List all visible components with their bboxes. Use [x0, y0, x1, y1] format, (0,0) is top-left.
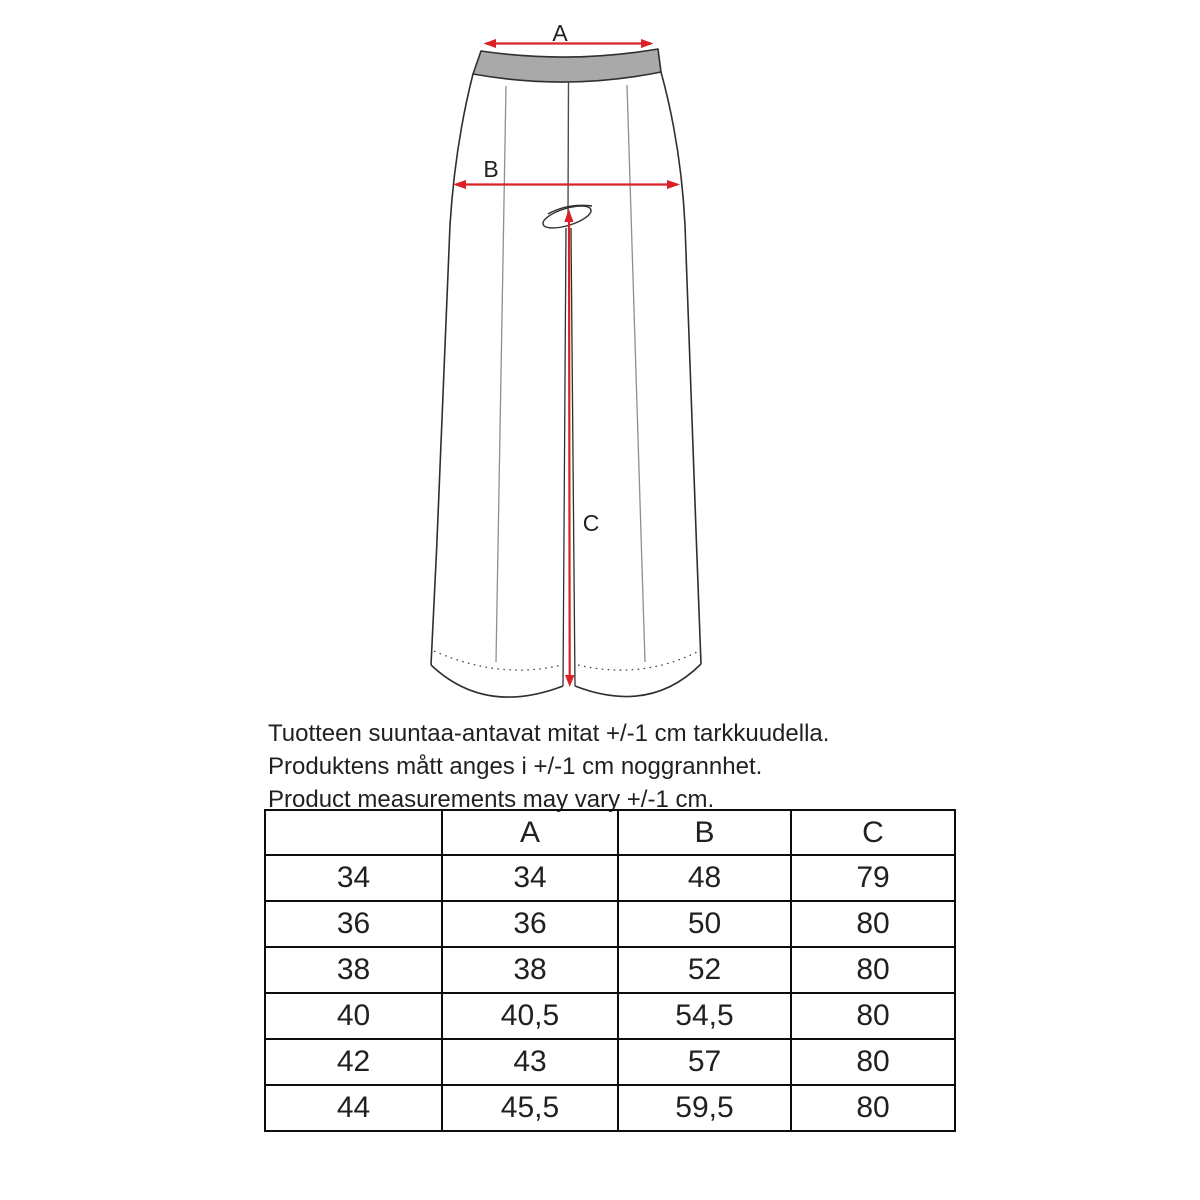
table-cell: 38 [442, 947, 618, 993]
header-a-cell: A [442, 810, 618, 855]
left-side-seam [431, 74, 473, 665]
measure-arrow-a [484, 39, 654, 48]
right-crease-line [627, 85, 645, 662]
note-finnish: Tuotteen suuntaa-antavat mitat +/-1 cm tarkkuudella. [268, 720, 830, 747]
arrowhead-right-icon [667, 180, 680, 189]
table-row [265, 1039, 955, 1085]
table-cell: 80 [791, 947, 955, 993]
measure-label-c: C [582, 510, 600, 536]
arrowhead-left-icon [453, 180, 466, 189]
table-cell: 48 [618, 855, 791, 901]
table-cell: 80 [791, 993, 955, 1039]
header-c-cell: C [791, 810, 955, 855]
waistband-shape [473, 49, 661, 82]
size-cell: 44 [265, 1085, 442, 1131]
table-row [265, 855, 955, 901]
left-inner-seam [563, 228, 566, 686]
arrowhead-right-icon [641, 39, 654, 48]
right-hem-stitch-line [578, 651, 699, 670]
measure-label-b: B [483, 156, 499, 182]
table-row [265, 1085, 955, 1131]
note-english: Product measurements may vary +/-1 cm. [268, 786, 715, 813]
table-cell: 43 [442, 1039, 618, 1085]
table-cell: 36 [442, 901, 618, 947]
size-cell: 34 [265, 855, 442, 901]
arrowhead-left-icon [484, 39, 497, 48]
table-row [265, 993, 955, 1039]
header-b-cell: B [618, 810, 791, 855]
size-cell: 38 [265, 947, 442, 993]
header-size-cell [265, 810, 442, 855]
size-cell: 36 [265, 901, 442, 947]
table-cell: 50 [618, 901, 791, 947]
measure-label-a: A [552, 20, 568, 46]
table-cell: 79 [791, 855, 955, 901]
center-front-seam [568, 82, 569, 214]
table-cell: 34 [442, 855, 618, 901]
table-cell: 57 [618, 1039, 791, 1085]
table-cell: 40,5 [442, 993, 618, 1039]
table-cell: 52 [618, 947, 791, 993]
size-cell: 42 [265, 1039, 442, 1085]
table-cell: 45,5 [442, 1085, 618, 1131]
table-cell: 80 [791, 1085, 955, 1131]
right-side-seam [661, 72, 701, 664]
note-swedish: Produktens mått anges i +/-1 cm noggrannhet. [268, 753, 763, 780]
table-cell: 59,5 [618, 1085, 791, 1131]
left-hem-curve [431, 665, 563, 697]
table-cell: 54,5 [618, 993, 791, 1039]
table-cell: 80 [791, 1039, 955, 1085]
left-hem-stitch-line [434, 651, 562, 670]
tolerance-notes [268, 717, 829, 816]
size-cell: 40 [265, 993, 442, 1039]
size-table [264, 809, 956, 1132]
arrowhead-up-icon [564, 209, 573, 222]
arrowhead-down-icon [565, 675, 575, 687]
table-row [265, 901, 955, 947]
table-cell: 80 [791, 901, 955, 947]
table-header-row [265, 810, 955, 855]
right-inner-seam [571, 228, 575, 686]
table-row [265, 947, 955, 993]
